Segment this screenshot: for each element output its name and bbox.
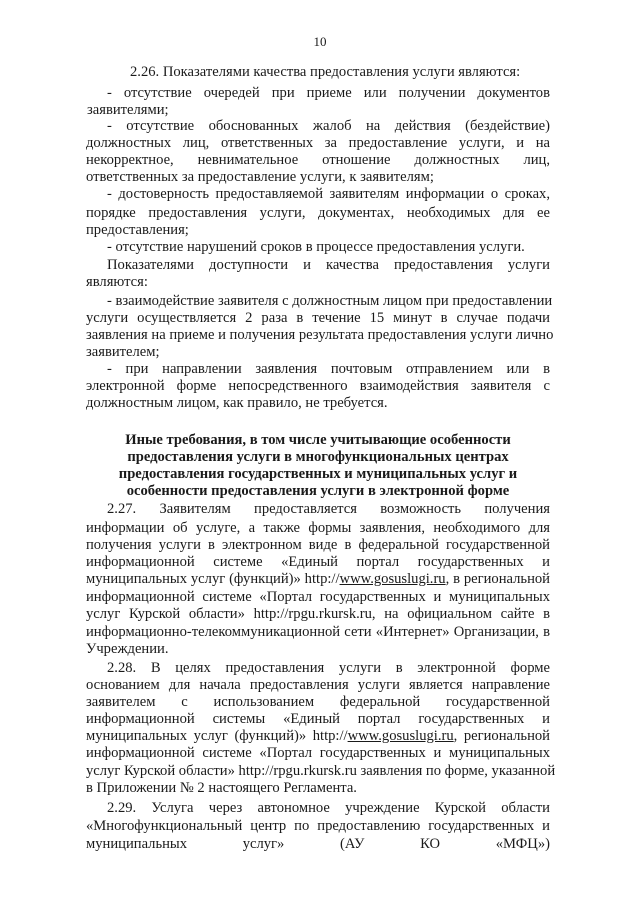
- text-line: 2.29. Услуга через автономное учреждение Курской области: [107, 800, 550, 816]
- text-line: - отсутствие обоснованных жалоб на действия (бездействие): [107, 118, 550, 134]
- text-line: информационной системе «Портал государственных и муниципальных: [86, 589, 550, 605]
- text-line: 2.27. Заявителям предоставляется возможность получения: [107, 501, 550, 517]
- text-line: - отсутствие очередей при приеме или получении документов: [107, 85, 550, 101]
- text-line: электронной форме непосредственного взаимодействия заявителя с: [86, 378, 550, 394]
- section-heading-line: предоставления услуги в многофункциональных центрах: [127, 449, 509, 465]
- text-line: - отсутствие нарушений сроков в процессе предоставления услуги.: [107, 239, 525, 255]
- page-number: 10: [313, 34, 327, 49]
- text-line: информации об услуге, а также формы заявления, необходимого для: [86, 520, 550, 536]
- text-line: получения услуги в электронном виде в федеральной государственной: [86, 537, 550, 553]
- text-line: муниципальных услуг (функций)» http://www.gosuslugi.ru, в региональной: [86, 571, 550, 587]
- text-line: Учреждении.: [86, 641, 169, 657]
- text-line: Показателями доступности и качества предоставления услуги: [107, 257, 550, 273]
- text-line: заявителем;: [86, 344, 160, 360]
- section-heading-line: Иные требования, в том числе учитывающие особенности: [125, 432, 511, 448]
- text-line: порядке предоставления услуги, документах, необходимых для ее: [86, 205, 550, 221]
- text-line: муниципальных услуг (функций)» http://www.gosuslugi.ru, региональной: [86, 728, 550, 744]
- text-line: услуги осуществляется 2 раза в течение 15 минут в случае подачи: [86, 310, 550, 326]
- text-line: - достоверность предоставляемой заявителям информации о сроках,: [107, 186, 550, 202]
- text-line: - при направлении заявления почтовым отправлением или в: [107, 361, 550, 377]
- text-line: заявителем с использованием федеральной государственной: [86, 694, 550, 710]
- text-line: информационной системы «Единый портал государственных и: [86, 711, 550, 727]
- text-line: - взаимодействие заявителя с должностным лицом при предоставлении: [107, 293, 553, 309]
- text-line: услуг Курской области» http://rpgu.rkursk.ru заявления по форме, указанной: [86, 763, 556, 779]
- text-line: заявления на приеме и получения результата предоставления услуги лично: [86, 327, 554, 343]
- text-line: информационной системе «Единый портал государственных и: [86, 554, 550, 570]
- text-line: услуг Курской области» http://rpgu.rkursk.ru, на официальном сайте в: [86, 606, 550, 622]
- gosuslugi-link[interactable]: www.gosuslugi.ru: [347, 728, 454, 744]
- text-line: «Многофункциональный центр по предоставлению государственных и: [86, 818, 550, 834]
- text-line: в Приложении № 2 настоящего Регламента.: [86, 780, 357, 796]
- text-line: ответственных за предоставление услуги, к заявителям;: [86, 169, 434, 185]
- text-line: предоставления;: [86, 222, 189, 238]
- text-line: заявителями;: [87, 102, 169, 118]
- text-line: должностным лицом, как правило, не требуется.: [86, 395, 388, 411]
- gosuslugi-link[interactable]: www.gosuslugi.ru: [339, 571, 446, 587]
- text-line: информационно-телекоммуникационной сети «Интернет» Организации, в: [86, 624, 550, 640]
- text-line: 2.28. В целях предоставления услуги в электронной форме: [107, 660, 550, 676]
- text-line: основанием для начала предоставления услуги является направление: [86, 677, 550, 693]
- text-line: некорректное, невнимательное отношение должностных лиц,: [86, 152, 550, 168]
- text-line: информационной системе «Портал государственных и муниципальных: [86, 745, 550, 761]
- text-line: являются:: [86, 274, 148, 290]
- text-line: 2.26. Показателями качества предоставления услуги являются:: [130, 64, 521, 80]
- section-heading-line: предоставления государственных и муниципальных услуг и: [118, 466, 518, 482]
- text-line: муниципальных услуг» (АУ КО «МФЦ»): [86, 836, 550, 852]
- text-line: должностных лиц, ответственных за предоставление услуги, и на: [86, 135, 550, 151]
- section-heading-line: особенности предоставления услуги в электронной форме: [126, 483, 510, 499]
